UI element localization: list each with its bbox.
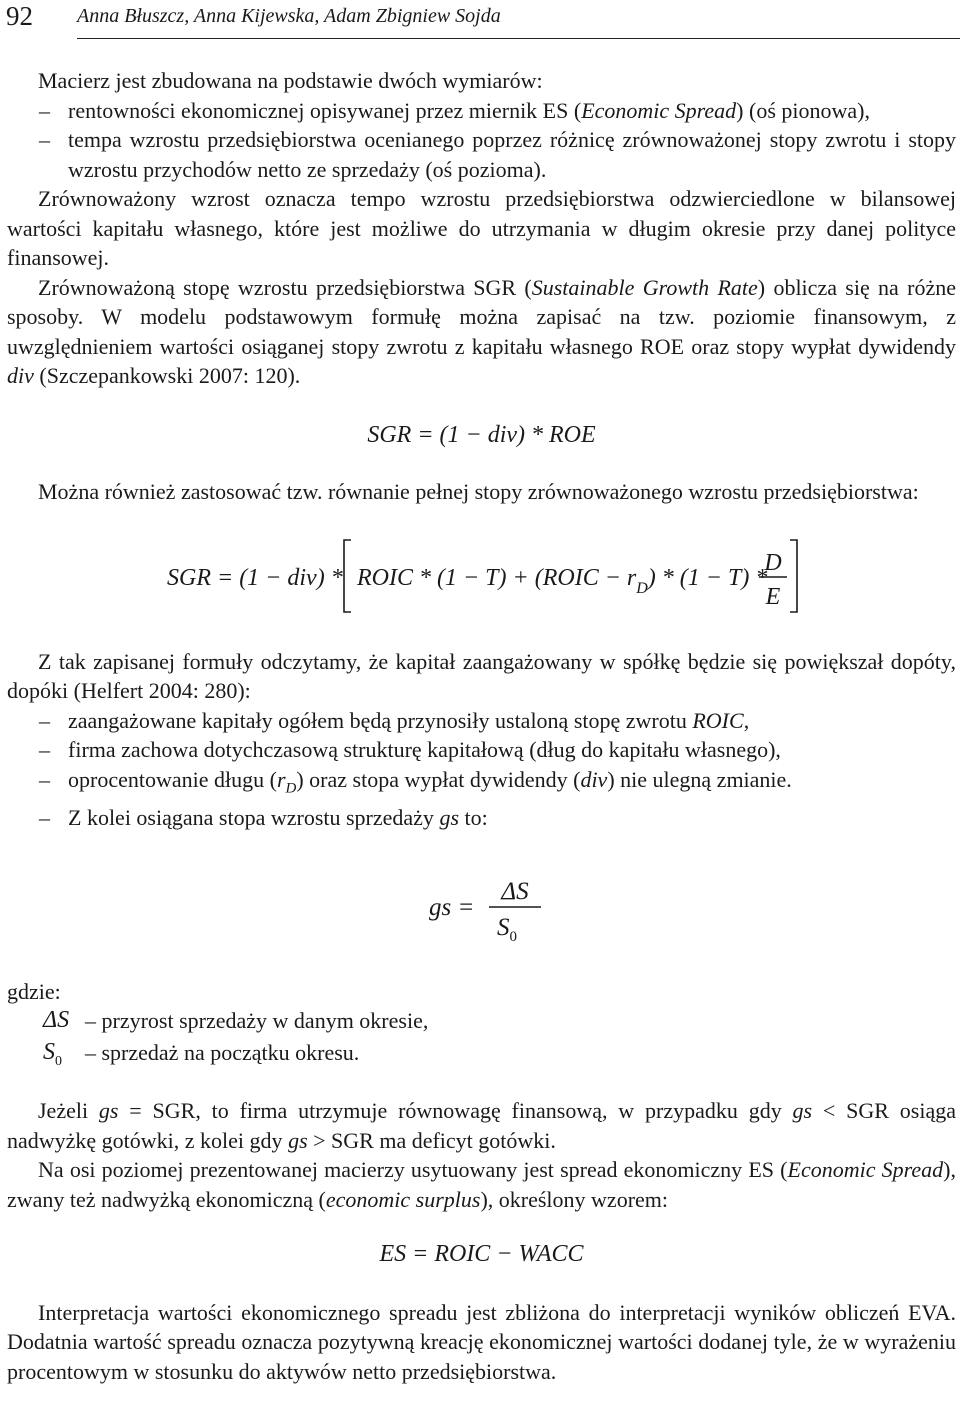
fraction-denominator: E xyxy=(765,583,781,610)
es-formula: ES = ROIC − WACC xyxy=(379,1241,584,1268)
dimensions-list xyxy=(7,96,956,185)
gs-formula xyxy=(7,869,956,947)
formula-left: SGR = (1 − div) * xyxy=(167,564,343,591)
list-item: – zaangażowane kapitały ogółem będą przynosiły ustaloną stopę zwrotu ROIC, xyxy=(39,707,750,733)
gs-left: gs = xyxy=(429,893,475,921)
gs-formula-svg xyxy=(7,869,956,947)
helfert-paragraph: Z tak zapisanej formuły odczytamy, że kapitał zaangażowany w spółkę będzie się powiększał dopóty, dopóki (Helfert 2004: 280): xyxy=(7,648,956,703)
formula-inner: ROIC * (1 − T) + (ROIC − $r_D) * (1 - T)$ * xyxy=(357,564,768,597)
sgr-paragraph: Zrównoważoną stopę wzrostu przedsiębiorstwa SGR (Sustainable Growth Rate) oblicza się na różne sposoby. W modelu podstawowym formułę można zapisać na tzw. poziomie finansowym, z uwzględnieniem wartości osiąganej stopy zwrotu z kapitału własnego ROE oraz stopy wypłat dywidendy div (Szczepankowski 2007: 120). xyxy=(7,274,957,388)
full-sgr-formula-svg xyxy=(7,535,956,617)
list-item: – oprocentowanie długu $(r_D)$ oraz stopa wypłat dywidendy (div) nie ulegną zmianie. xyxy=(39,766,792,796)
page-header xyxy=(0,0,960,40)
list-item: – rentowności ekonomicznej opisywanej przez miernik ES (Economic Spread) (oś pionowa), xyxy=(39,97,870,123)
gs-numerator: ΔS xyxy=(501,877,529,905)
list-item: – firma zachowa dotychczasową strukturę kapitałową (dług do kapitału własnego), xyxy=(39,737,781,762)
fraction-numerator: D xyxy=(764,549,782,576)
gs-denominator: $S_0$ xyxy=(497,913,517,945)
list-item: – tempa wzrostu przedsiębiorstwa ocenianego poprzez różnicę zrównoważonej stopy zwrotu i stopy wzrostu przychodów netto ze sprzedaży (oś pozioma). xyxy=(39,127,956,182)
definitions xyxy=(7,1006,956,1070)
full-sgr-formula xyxy=(7,535,956,617)
definition-delta-s: ΔS – przyrost sprzedaży w danym okresie, xyxy=(43,1007,429,1034)
where-label: gdzie: xyxy=(7,978,61,1004)
conditions-list xyxy=(7,706,956,833)
running-head-authors: Anna Błuszcz, Anna Kijewska, Adam Zbigniew Sojda xyxy=(77,5,501,27)
axis-paragraph: Na osi poziomej prezentowanej macierzy usytuowany jest spread ekonomiczny ES (Economic Spread), zwany też nadwyżką ekonomiczną (economic surplus), określony wzorem: xyxy=(7,1157,956,1212)
page-number: 92 xyxy=(6,1,33,31)
final-paragraph: Interpretacja wartości ekonomicznego spreadu jest zbliżona do interpretacji wyników obliczeń EVA. Dodatnia wartość spreadu oznacza pozytywną kreację ekonomicznej wartości dodanej tyle, że w wyrażeniu procentowym w stosunku do aktywów netto przedsiębiorstwa. xyxy=(7,1299,956,1384)
header-rule xyxy=(77,38,960,39)
intro-paragraph: Macierz jest zbudowana na podstawie dwóch wymiarów: xyxy=(38,68,543,93)
page-body xyxy=(7,66,956,1386)
balance-paragraph: Jeżeli gs = SGR, to firma utrzymuje równowagę finansową, w przypadku gdy gs < SGR osiąga nadwyżkę gotówki, z kolei gdy gs > SGR ma deficyt gotówki. xyxy=(7,1098,956,1153)
full-equation-paragraph: Można również zastosować tzw. równanie pełnej stopy zrównoważonego wzrostu przedsiębiorstwa: xyxy=(38,479,919,504)
sgr-formula: SGR = (1 − div) * ROE xyxy=(367,421,596,448)
list-item: – Z kolei osiągana stopa wzrostu sprzedaży gs to: xyxy=(39,805,488,831)
definition-s0: $S_0$ – sprzedaż na początku okresu. xyxy=(43,1039,360,1070)
sustainable-growth-paragraph: Zrównoważony wzrost oznacza tempo wzrostu przedsiębiorstwa odzwierciedlone w bilansowej wartości kapitału własnego, które jest możliwe do utrzymania w długim okresie przy danej polityce finansowej. xyxy=(7,186,956,270)
